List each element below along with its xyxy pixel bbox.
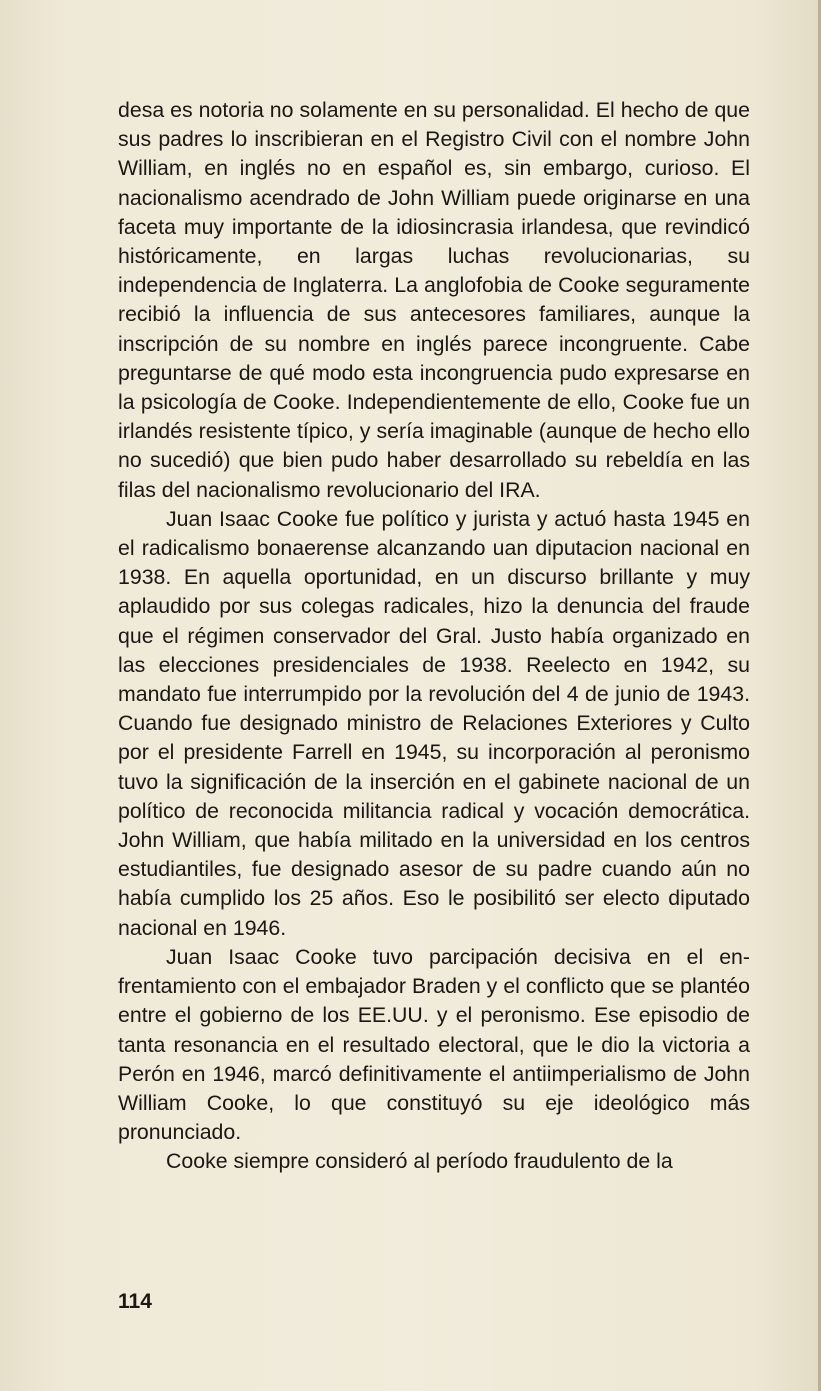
paragraph-4: Cooke siempre consideró al período fraudulento de la (166, 1149, 673, 1174)
page-number: 114 (118, 1290, 152, 1313)
body-text (118, 96, 750, 1177)
paragraph-3: Juan Isaac Cooke tuvo parcipación decisiva en el enfrentamiento con el embajador Braden y el conflicto que se plantéo entre el gobierno de los EE.UU. y el peronismo. Ese episodio de tanta resonancia en el resultado electoral, que le dio la victoria a Perón en 1946, marcó definitivamente el antiimperialismo de John William Cooke, lo que constituyó su eje ideológico más pronunciado. (118, 944, 750, 1145)
paragraph-1: desa es notoria no solamente en su personalidad. El hecho de que sus padres lo inscribieran en el Registro Civil con el nombre John William, en inglés no en español es, sin embargo, curioso. El nacionalismo acendrado de John William puede originarse en una faceta muy importante de la idiosincrasia irlandesa, que revindicó históricamente, en largas luchas revolucionarias, su independencia de Inglaterra. La anglofobia de Cooke seguramente recibió la influencia de sus antecesores familiares, aunque la inscripción de su nombre en inglés parece incongruente. Cabe preguntarse de qué modo esta incongruencia pudo expresarse en la psicología de Cooke. Independientemente de ello, Cooke fue un irlandés resistente típico, y sería imaginable (aunque de hecho ello no sucedió) que bien pudo haber desarrollado su rebeldía en las filas del nacionalismo revolucionario del IRA. (118, 98, 750, 502)
paragraph-2: Juan Isaac Cooke fue político y jurista y actuó hasta 1945 en el radicalismo bonaerense alcanzando uan diputacion nacional en 1938. En aquella oportunidad, en un discurso brillante y muy aplaudido por sus colegas radicales, hizo la denuncia del fraude que el régimen conservador del Gral. Justo había organizado en las elecciones presidenciales de 1938. Reelecto en 1942, su mandato fue interrumpido por la revolución del 4 de junio de 1943. Cuando fue designado ministro de Relaciones Exteriores y Culto por el presidente Farrell en 1945, su incorporación al peronismo tuvo la significación de la inserción en el gabinete nacional de un político de reconocida militancia radical y vocación democrática. John William, que había militado en la universidad en los centros estudiantiles, fue designado asesor de su padre cuando aún no había cumplido los 25 años. Eso le posibilitó ser electo diputado nacional en 1946. (118, 506, 750, 940)
